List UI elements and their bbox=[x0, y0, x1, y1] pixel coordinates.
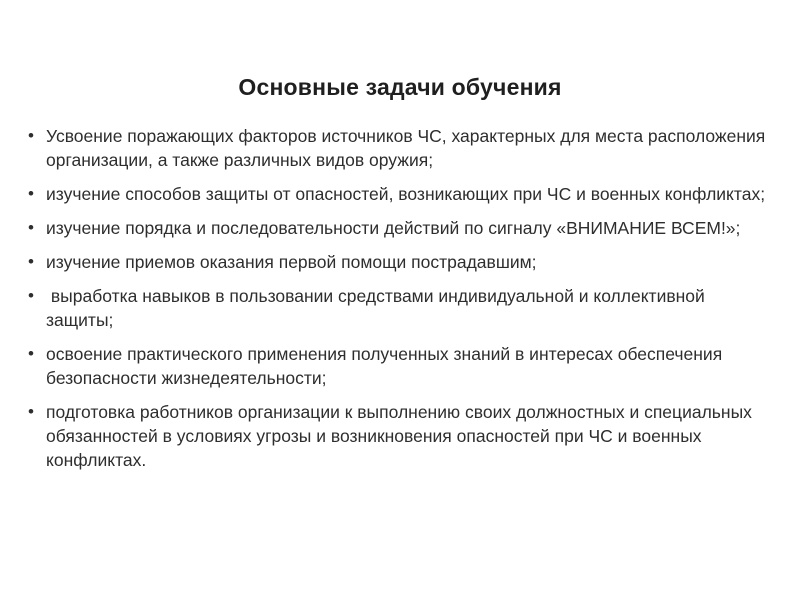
list-item-text: Усвоение поражающих факторов источников ЧС, характерных для места расположения организации, а также различных видов оружия; bbox=[46, 126, 766, 170]
bullet-icon: • bbox=[28, 402, 34, 421]
list-item bbox=[28, 342, 768, 390]
list-item-text: выработка навыков в пользовании средствами индивидуальной и коллективной защиты; bbox=[46, 286, 710, 330]
list-item bbox=[28, 284, 768, 332]
list-item bbox=[28, 182, 768, 206]
list-item-text: изучение приемов оказания первой помощи пострадавшим; bbox=[46, 252, 537, 272]
list-item-text: изучение порядка и последовательности действий по сигналу «ВНИМАНИЕ ВСЕМ!»; bbox=[46, 218, 741, 238]
bullet-icon: • bbox=[28, 344, 34, 363]
bullet-icon: • bbox=[28, 286, 34, 305]
list-item-text: освоение практического применения полученных знаний в интересах обеспечения безопасности жизнедеятельности; bbox=[46, 344, 723, 388]
bullet-icon: • bbox=[28, 184, 34, 203]
bullet-icon: • bbox=[28, 252, 34, 271]
list-item bbox=[28, 124, 768, 172]
bullet-icon: • bbox=[28, 218, 34, 237]
bullet-icon: • bbox=[28, 126, 34, 145]
list-item-text: подготовка работников организации к выполнению своих должностных и специальных обязанностей в условиях угрозы и возникновения опасностей при ЧС и военных конфликтах. bbox=[46, 402, 752, 470]
list-item bbox=[28, 400, 768, 472]
bullet-list bbox=[28, 124, 768, 482]
list-item bbox=[28, 216, 768, 240]
list-item bbox=[28, 250, 768, 274]
slide-title: Основные задачи обучения bbox=[238, 74, 562, 100]
list-item-text: изучение способов защиты от опасностей, возникающих при ЧС и военных конфликтах; bbox=[46, 184, 766, 204]
